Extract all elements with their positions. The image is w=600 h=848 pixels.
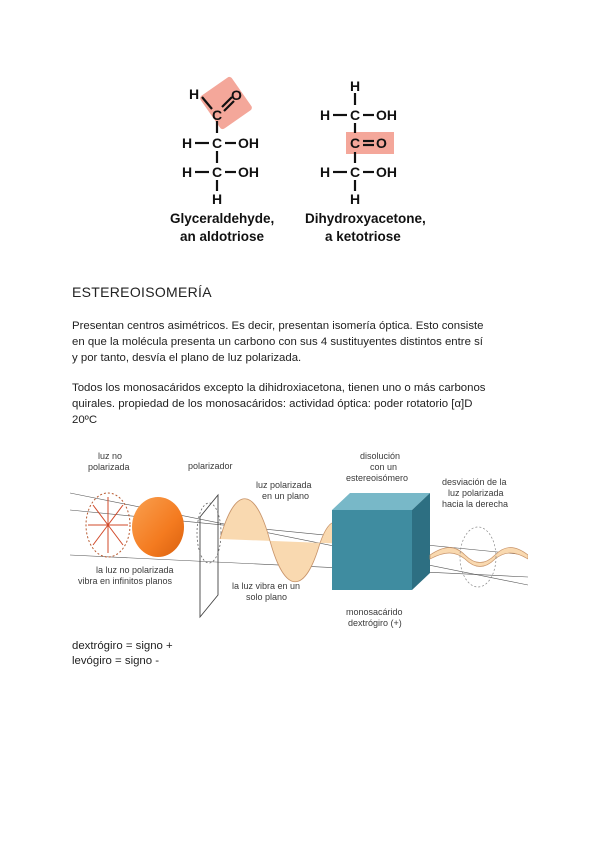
gly-h-bottom: H bbox=[212, 191, 223, 207]
polarized-wave bbox=[220, 499, 350, 582]
paragraph-asymmetric-centers bbox=[72, 318, 542, 366]
dha-caption-1: Dihydroxyacetone, bbox=[305, 211, 426, 226]
label-one-plane-1: la luz vibra en un bbox=[232, 581, 301, 591]
label-unpolarized-2: polarizada bbox=[88, 462, 130, 472]
dha-c3: C bbox=[350, 164, 361, 180]
gly-h-left1: H bbox=[182, 135, 193, 151]
label-vibrate-2: vibra en infinitos planos bbox=[78, 576, 173, 586]
label-deviation-2: luz polarizada bbox=[448, 488, 504, 498]
label-polarized-2: en un plano bbox=[262, 491, 310, 501]
gly-caption-2: an aldotriose bbox=[180, 229, 265, 244]
gly-c3: C bbox=[212, 164, 223, 180]
label-vibrate-1: la luz no polarizada bbox=[96, 565, 174, 575]
gly-o: O bbox=[231, 87, 242, 103]
gly-h-left2: H bbox=[182, 164, 193, 180]
paragraph1-line1: Presentan centros asimétricos. Es decir, presentan isomería óptica. Esto consiste bbox=[72, 320, 484, 332]
label-polarized-1: luz polarizada bbox=[256, 480, 312, 490]
dha-o: O bbox=[376, 135, 387, 151]
label-monosaccharide-2: dextrógiro (+) bbox=[348, 618, 402, 628]
label-solution-2: con un bbox=[370, 462, 398, 472]
paragraph2-line1: Todos los monosacáridos excepto la dihidroxiacetona, tienen uno o más carbonos bbox=[72, 382, 486, 394]
paragraph-optical-activity bbox=[72, 380, 542, 428]
gly-caption-1: Glyceraldehyde, bbox=[170, 211, 275, 226]
gly-oh2: OH bbox=[238, 164, 259, 180]
sample-cube-side bbox=[412, 493, 430, 590]
gly-h-top: H bbox=[189, 86, 200, 102]
polarized-light-figure bbox=[70, 445, 528, 635]
paragraph1-line2: en que la molécula presenta un carbono con sus 4 sustituyentes distintos entre sí bbox=[72, 336, 483, 348]
dha-h-bottom: H bbox=[350, 191, 361, 207]
gly-oh1: OH bbox=[238, 135, 259, 151]
label-deviation-3: hacia la derecha bbox=[442, 499, 509, 509]
polarizer-plane bbox=[200, 495, 218, 617]
dha-h-left2: H bbox=[320, 164, 331, 180]
label-one-plane-2: solo plano bbox=[246, 592, 288, 602]
label-solution-3: estereoisómero bbox=[346, 473, 409, 483]
dha-h-left1: H bbox=[320, 107, 331, 123]
dha-c2: C bbox=[350, 135, 361, 151]
section-heading: ESTEREOISOMERÍA bbox=[72, 284, 212, 300]
label-polarizer: polarizador bbox=[188, 461, 233, 471]
dextrogiro-line: dextrógiro = signo + bbox=[72, 640, 173, 652]
dha-oh1: OH bbox=[376, 107, 397, 123]
paragraph2-line2: quirales. propiedad de los monosacáridos: actividad óptica: poder rotatorio [α]D bbox=[72, 398, 473, 410]
dha-caption-2: a ketotriose bbox=[325, 229, 401, 244]
gly-c2: C bbox=[212, 135, 223, 151]
paragraph2-line3: 20ºC bbox=[72, 414, 98, 426]
light-sphere bbox=[132, 497, 184, 557]
label-unpolarized-1: luz no bbox=[98, 451, 123, 461]
molecule-structures bbox=[160, 75, 450, 250]
label-solution-1: disolución bbox=[360, 451, 401, 461]
gly-c1: C bbox=[212, 107, 223, 123]
label-monosaccharide-1: monosacárido bbox=[346, 607, 403, 617]
dha-oh2: OH bbox=[376, 164, 397, 180]
sample-cube-front bbox=[332, 510, 412, 590]
dha-c1: C bbox=[350, 107, 361, 123]
levogiro-line: levógiro = signo - bbox=[72, 655, 160, 667]
dha-h-top: H bbox=[350, 78, 361, 94]
rotation-signs bbox=[72, 639, 173, 669]
label-deviation-1: desviación de la bbox=[442, 477, 507, 487]
paragraph1-line3: y por tanto, desvía el plano de luz polarizada. bbox=[72, 352, 302, 364]
